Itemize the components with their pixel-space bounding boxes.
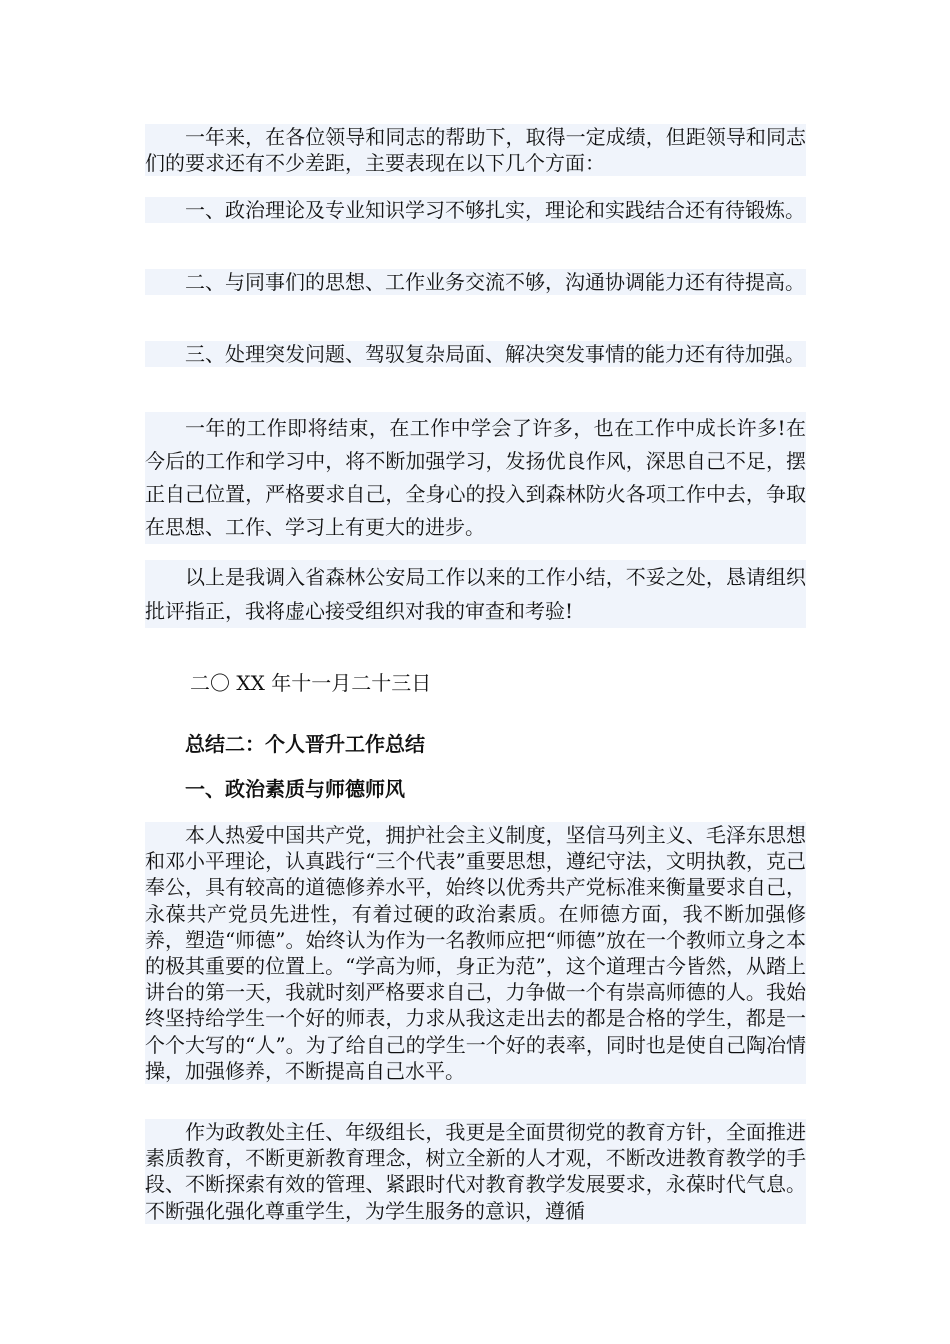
document-date: 二〇 XX 年十一月二十三日 [190, 671, 432, 695]
paragraph-political-quality: 本人热爱中国共产党，拥护社会主义制度，坚信马列主义、毛泽东思想和邓小平理论，认真践行“三个代表”重要思想，遵纪守法，文明执教，克己奉公，具有较高的道德修养水平，始终以优秀共产党标准来衡量要求自己，永葆共产党员先进性，有着过硬的政治素质。在师德方面，我不断加强修养，塑造“师德”。始终认为作为一名教师应把“师德”放在一个教师立身之本的极其重要的位置上。“学高为师，身正为范”，这个道理古今皆然，从踏上讲台的第一天，我就时刻严格要求自己，力争做一个有崇高师德的人。我始终坚持给学生一个好的师表，力求从我这走出去的都是合格的学生，都是一个个大写的“人”。为了给自己的学生一个好的表率，同时也是使自己陶冶情操，加强修养，不断提高自己水平。 [145, 823, 806, 1083]
paragraph-point-2: 二、与同事们的思想、工作业务交流不够，沟通协调能力还有待提高。 [145, 269, 806, 295]
paragraph-management: 作为政教处主任、年级组长，我更是全面贯彻党的教育方针，全面推进素质教育，不断更新教育理念，树立全新的人才观，不断改进教育教学的手段、不断探索有效的管理、紧跟时代对教育教学发展要求，永葆时代气息。不断强化强化尊重学生，为学生服务的意识，遵循 [145, 1120, 806, 1223]
paragraph-intro: 一年来，在各位领导和同志的帮助下，取得一定成绩，但距领导和同志们的要求还有不少差距，主要表现在以下几个方面： [145, 125, 806, 175]
section-title: 一、政治素质与师德师风 [185, 777, 405, 801]
paragraph-outlook: 一年的工作即将结束，在工作中学会了许多，也在工作中成长许多!在今后的工作和学习中，将不断加强学习，发扬优良作风，深思自己不足，摆正自己位置，严格要求自己，全身心的投入到森林防火各项工作中去，争取在思想、工作、学习上有更大的进步。 [145, 412, 806, 544]
paragraph-point-1: 一、政治理论及专业知识学习不够扎实，理论和实践结合还有待锻炼。 [145, 197, 806, 223]
summary-title: 总结二：个人晋升工作总结 [185, 732, 425, 756]
paragraph-closing: 以上是我调入省森林公安局工作以来的工作小结，不妥之处，恳请组织批评指正，我将虚心接受组织对我的审查和考验! [145, 560, 806, 628]
paragraph-point-3: 三、处理突发问题、驾驭复杂局面、解决突发事情的能力还有待加强。 [145, 341, 806, 367]
